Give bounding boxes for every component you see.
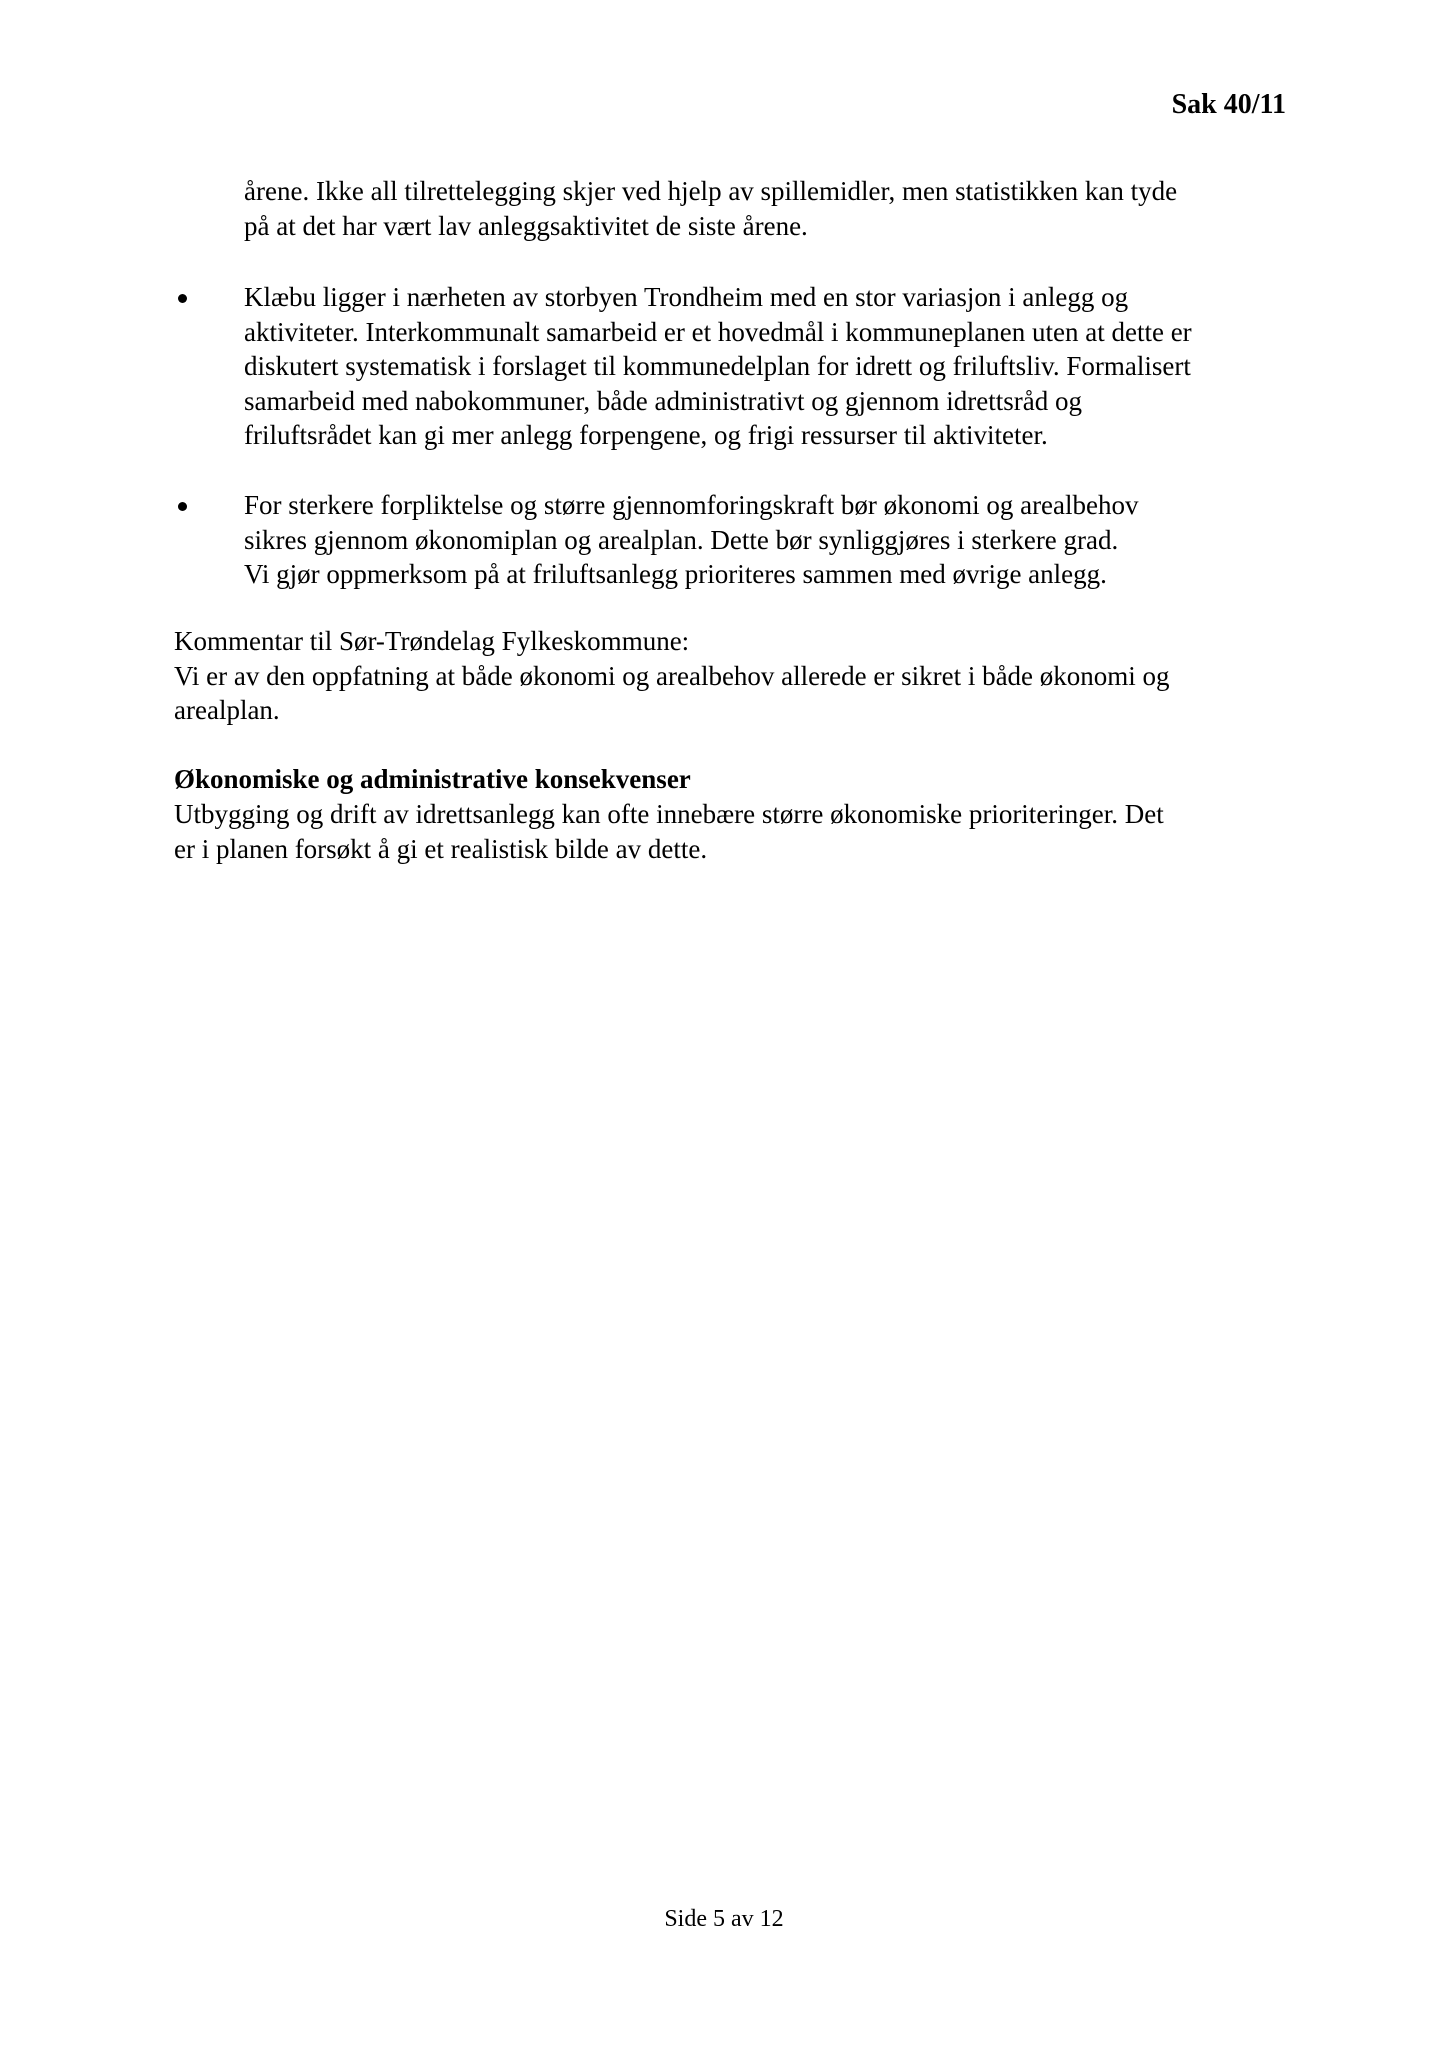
section-heading: Økonomiske og administrative konsekvenser xyxy=(174,764,691,794)
bullet-text xyxy=(244,280,1284,453)
paragraph-line: diskutert systematisk i forslaget til kommunedelplan for idrett og friluftsliv. Formalisert xyxy=(244,351,1191,381)
paragraph-line: arealplan. xyxy=(174,695,280,725)
bullet-icon xyxy=(178,294,187,303)
paragraph-line: Vi er av den oppfatning at både økonomi og arealbehov allerede er sikret i både økonomi og xyxy=(174,660,1170,691)
paragraph-line: på at det har vært lav anleggsaktivitet de siste årene. xyxy=(244,210,808,241)
paragraph-line: Klæbu ligger i nærheten av storbyen Trondheim med en stor variasjon i anlegg og xyxy=(244,282,1129,312)
paragraph-line: Vi gjør oppmerksom på at friluftsanlegg prioriteres sammen med øvrige anlegg. xyxy=(244,559,1107,589)
paragraph-line: er i planen forsøkt å gi et realistisk bilde av dette. xyxy=(174,833,708,864)
comment-paragraph xyxy=(174,624,1284,728)
page-number: Side 5 av 12 xyxy=(664,1906,784,1932)
paragraph-line: Utbygging og drift av idrettsanlegg kan ofte innebære større økonomiske prioriteringer. Det xyxy=(174,799,1164,829)
continuation-paragraph xyxy=(244,174,1284,243)
case-reference: Sak 40/11 xyxy=(1171,89,1286,120)
bullet-text xyxy=(244,488,1284,592)
paragraph-line: For sterkere forpliktelse og større gjennomforingskraft bør økonomi og arealbehov xyxy=(244,490,1139,520)
paragraph-line: sikres gjennom økonomiplan og arealplan. Dette bør synliggjøres i sterkere grad. xyxy=(244,524,1119,555)
paragraph-line: samarbeid med nabokommuner, både administrativt og gjennom idrettsråd og xyxy=(244,385,1082,416)
bullet-icon xyxy=(178,502,187,511)
paragraph-line: aktiviteter. Interkommunalt samarbeid er et hovedmål i kommuneplanen uten at dette er xyxy=(244,316,1192,347)
section-paragraph xyxy=(174,797,1284,866)
paragraph-line: Kommentar til Sør-Trøndelag Fylkeskommune: xyxy=(174,626,690,656)
paragraph-line: friluftsrådet kan gi mer anlegg forpengene, og frigi ressurser til aktiviteter. xyxy=(244,420,1048,450)
paragraph-line: årene. Ikke all tilrettelegging skjer ved hjelp av spillemidler, men statistikken kan tyde xyxy=(244,176,1178,206)
